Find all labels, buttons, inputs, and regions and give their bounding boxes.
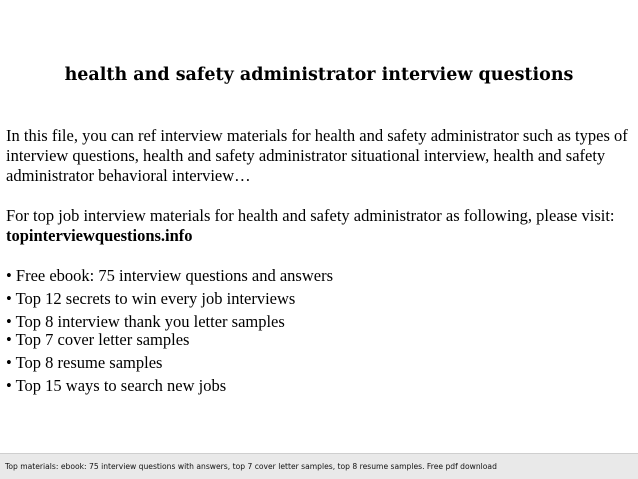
site-link[interactable]: topinterviewquestions.info [6, 226, 193, 245]
materials-paragraph-text: For top job interview materials for health and safety administrator as following, please visit: [6, 206, 615, 225]
list-item: • Free ebook: 75 interview questions and answers [6, 266, 333, 285]
list-item: • Top 8 resume samples [6, 353, 163, 372]
list-item: • Top 15 ways to search new jobs [6, 376, 227, 395]
intro-paragraph: In this file, you can ref interview materials for health and safety administrator such as types of interview questions, health and safety administrator situational interview, health and safety administrator behavioral interview… [6, 126, 628, 185]
slide-title: health and safety administrator interview questions [64, 65, 574, 85]
list-item: • Top 12 secrets to win every job interviews [6, 289, 296, 308]
list-item: • Top 8 interview thank you letter samples [6, 312, 285, 331]
footer-text: Top materials: ebook: 75 interview questions with answers, top 7 cover letter samples, top 8 resume samples. Free pdf download [5, 462, 497, 471]
list-item: • Top 7 cover letter samples [6, 330, 190, 349]
materials-list [6, 266, 632, 396]
materials-paragraph [6, 206, 632, 246]
footer-bar [0, 453, 638, 479]
slide-content [6, 126, 632, 396]
